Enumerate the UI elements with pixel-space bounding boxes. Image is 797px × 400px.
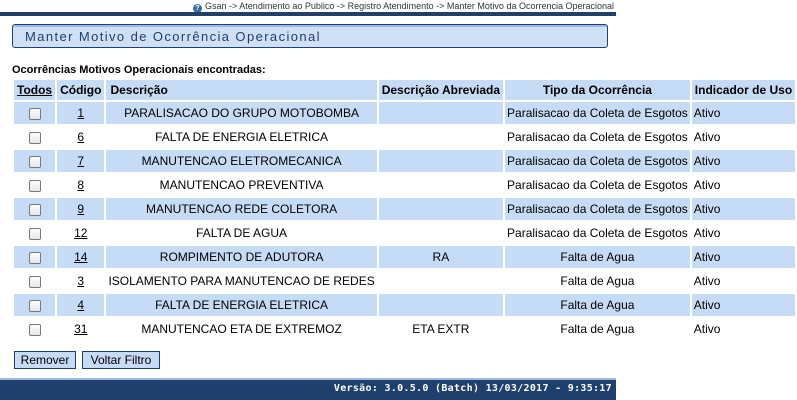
code-link[interactable]: 14 <box>74 250 88 264</box>
abbreviation-cell <box>379 270 503 292</box>
help-icon[interactable]: ? <box>193 4 202 13</box>
occurrence-type-cell: Paralisacao da Coleta de Esgotos <box>505 174 690 196</box>
code-cell <box>57 150 104 172</box>
code-cell <box>57 318 104 340</box>
row-checkbox-cell <box>14 126 55 148</box>
row-checkbox[interactable] <box>29 228 41 240</box>
usage-indicator-cell: Ativo <box>692 126 795 148</box>
occurrence-type-cell: Paralisacao da Coleta de Esgotos <box>505 222 690 244</box>
table-row <box>14 294 795 316</box>
row-checkbox-cell <box>14 102 55 124</box>
code-link[interactable]: 6 <box>77 130 85 144</box>
code-cell <box>57 222 104 244</box>
list-label: Ocorrências Motivos Operacionais encontradas: <box>12 64 266 76</box>
description-cell: FALTA DE AGUA <box>106 222 376 244</box>
abbreviation-cell <box>379 102 503 124</box>
code-link[interactable]: 12 <box>74 226 88 240</box>
remove-button[interactable]: Remover <box>14 351 76 369</box>
description-cell: PARALISACAO DO GRUPO MOTOBOMBA <box>106 102 376 124</box>
occurrence-type-cell: Paralisacao da Coleta de Esgotos <box>505 102 690 124</box>
row-checkbox[interactable] <box>29 132 41 144</box>
usage-indicator-cell: Ativo <box>692 174 795 196</box>
table-row <box>14 102 795 124</box>
row-checkbox[interactable] <box>29 300 41 312</box>
code-link[interactable]: 8 <box>77 178 85 192</box>
code-cell <box>57 270 104 292</box>
abbreviation-cell <box>379 126 503 148</box>
occurrence-type-cell: Falta de Agua <box>505 246 690 268</box>
row-checkbox-cell <box>14 294 55 316</box>
back-to-filter-button[interactable]: Voltar Filtro <box>82 351 160 369</box>
table-row <box>14 126 795 148</box>
row-checkbox[interactable] <box>29 324 41 336</box>
column-header-codigo: Código <box>57 80 104 100</box>
description-cell: MANUTENCAO REDE COLETORA <box>106 198 376 220</box>
footer-bar <box>0 378 616 400</box>
usage-indicator-cell: Ativo <box>692 246 795 268</box>
row-checkbox-cell <box>14 150 55 172</box>
column-header-descricao-abreviada: Descrição Abreviada <box>379 80 503 100</box>
table-row <box>14 318 795 340</box>
row-checkbox-cell <box>14 222 55 244</box>
row-checkbox-cell <box>14 174 55 196</box>
abbreviation-cell <box>379 150 503 172</box>
code-link[interactable]: 7 <box>77 154 85 168</box>
version-label: Versão: 3.0.5.0 (Batch) 13/03/2017 - 9:35:17 <box>333 383 612 394</box>
table-row <box>14 198 795 220</box>
abbreviation-cell <box>379 198 503 220</box>
abbreviation-cell: RA <box>379 246 503 268</box>
row-checkbox[interactable] <box>29 276 41 288</box>
description-cell: ISOLAMENTO PARA MANUTENCAO DE REDES <box>106 270 376 292</box>
title-box <box>12 24 608 48</box>
code-cell <box>57 126 104 148</box>
row-checkbox[interactable] <box>29 108 41 120</box>
code-cell <box>57 102 104 124</box>
page-title: Manter Motivo de Ocorrência Operacional <box>25 29 321 44</box>
select-all-link[interactable]: Todos <box>14 80 55 100</box>
code-link[interactable]: 4 <box>77 298 85 312</box>
code-link[interactable]: 31 <box>74 322 88 336</box>
code-cell <box>57 198 104 220</box>
code-link[interactable]: 3 <box>77 274 85 288</box>
usage-indicator-cell: Ativo <box>692 270 795 292</box>
occurrence-type-cell: Paralisacao da Coleta de Esgotos <box>505 150 690 172</box>
table-row <box>14 174 795 196</box>
code-cell <box>57 246 104 268</box>
column-header-indicador-uso: Indicador de Uso <box>692 80 795 100</box>
description-cell: MANUTENCAO PREVENTIVA <box>106 174 376 196</box>
description-cell: FALTA DE ENERGIA ELETRICA <box>106 294 376 316</box>
abbreviation-cell <box>379 222 503 244</box>
row-checkbox[interactable] <box>29 156 41 168</box>
table-row <box>14 222 795 244</box>
row-checkbox[interactable] <box>29 204 41 216</box>
code-link[interactable]: 9 <box>77 202 85 216</box>
occurrence-type-cell: Falta de Agua <box>505 318 690 340</box>
description-cell: ROMPIMENTO DE ADUTORA <box>106 246 376 268</box>
top-strip <box>0 12 616 16</box>
table-row <box>14 270 795 292</box>
row-checkbox[interactable] <box>29 252 41 264</box>
column-header-descricao-group <box>106 80 376 100</box>
description-cell: MANUTENCAO ETA DE EXTREMOZ <box>106 318 376 340</box>
table-row <box>14 246 795 268</box>
abbreviation-cell: ETA EXTR <box>379 318 503 340</box>
column-header-descricao: Descrição <box>110 83 168 97</box>
code-cell <box>57 174 104 196</box>
occurrence-type-cell: Paralisacao da Coleta de Esgotos <box>505 126 690 148</box>
usage-indicator-cell: Ativo <box>692 294 795 316</box>
code-cell <box>57 294 104 316</box>
usage-indicator-cell: Ativo <box>692 102 795 124</box>
occurrence-type-cell: Falta de Agua <box>505 270 690 292</box>
usage-indicator-cell: Ativo <box>692 222 795 244</box>
usage-indicator-cell: Ativo <box>692 150 795 172</box>
occurrence-type-cell: Paralisacao da Coleta de Esgotos <box>505 198 690 220</box>
occurrence-type-cell: Falta de Agua <box>505 294 690 316</box>
row-checkbox-cell <box>14 270 55 292</box>
description-cell: FALTA DE ENERGIA ELETRICA <box>106 126 376 148</box>
results-table <box>12 78 797 342</box>
abbreviation-cell <box>379 294 503 316</box>
code-link[interactable]: 1 <box>77 106 85 120</box>
row-checkbox-cell <box>14 246 55 268</box>
title-box-highlight <box>13 25 607 27</box>
row-checkbox-cell <box>14 318 55 340</box>
breadcrumb <box>0 0 616 12</box>
table-header-row <box>14 80 795 100</box>
column-header-tipo-ocorrencia: Tipo da Ocorrência <box>505 80 690 100</box>
abbreviation-cell <box>379 174 503 196</box>
usage-indicator-cell: Ativo <box>692 318 795 340</box>
row-checkbox[interactable] <box>29 180 41 192</box>
table-row <box>14 150 795 172</box>
table-body <box>14 102 795 340</box>
description-cell: MANUTENCAO ELETROMECANICA <box>106 150 376 172</box>
breadcrumb-text: Gsan -> Atendimento ao Publico -> Registro Atendimento -> Manter Motivo da Ocorrencia Operacional <box>205 1 614 11</box>
row-checkbox-cell <box>14 198 55 220</box>
usage-indicator-cell: Ativo <box>692 198 795 220</box>
